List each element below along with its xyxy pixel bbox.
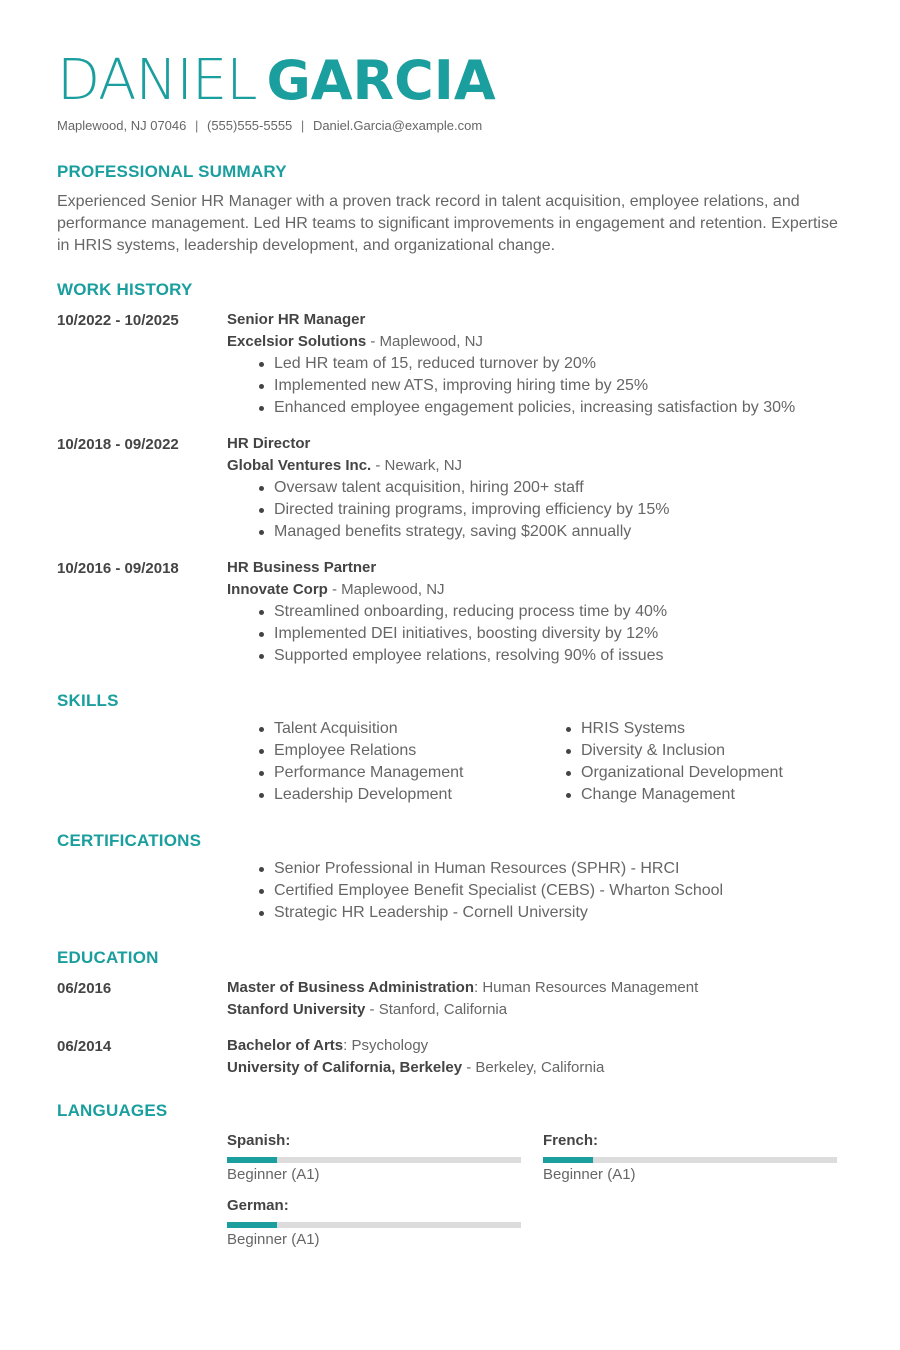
education-school bbox=[227, 1057, 857, 1079]
job-title: Senior HR Manager bbox=[227, 311, 366, 328]
job-bullet: Managed benefits strategy, saving $200K annually bbox=[257, 521, 857, 543]
summary-text: Experienced Senior HR Manager with a proven track record in talent acquisition, employee relations, and performance management. Led HR teams to significant improvements in engagement and retention. Expertise in HRIS systems, leadership development, and organizational change. bbox=[57, 193, 838, 254]
skill-item: Performance Management bbox=[257, 762, 463, 784]
section-title-work-history: WORK HISTORY bbox=[57, 280, 193, 299]
skill-item: Employee Relations bbox=[257, 740, 463, 762]
last-name: GARCIA bbox=[266, 49, 496, 112]
company-name: Global Ventures Inc. bbox=[227, 457, 372, 474]
job-title: HR Business Partner bbox=[227, 559, 377, 576]
skill-item: Diversity & Inclusion bbox=[564, 740, 783, 762]
contact-location: Maplewood, NJ 07046 bbox=[57, 118, 187, 133]
language-proficiency-fill bbox=[227, 1157, 277, 1163]
skill-item: Organizational Development bbox=[564, 762, 783, 784]
language-name: Spanish: bbox=[227, 1132, 291, 1149]
job-bullets bbox=[257, 353, 857, 419]
language-item bbox=[543, 1131, 837, 1186]
language-proficiency-fill bbox=[543, 1157, 593, 1163]
company-location: - Maplewood, NJ bbox=[327, 581, 445, 598]
job-dates: 10/2018 - 09/2022 bbox=[57, 436, 179, 453]
education-degree bbox=[227, 977, 857, 999]
education-degree bbox=[227, 1035, 857, 1057]
language-level: Beginner (A1) bbox=[227, 1166, 320, 1183]
job-bullet: Supported employee relations, resolving 90% of issues bbox=[257, 645, 857, 667]
school-location: - Stanford, California bbox=[365, 1001, 508, 1018]
job-bullet: Enhanced employee engagement policies, increasing satisfaction by 30% bbox=[257, 397, 857, 419]
section-title-skills: SKILLS bbox=[57, 691, 119, 710]
job-employer bbox=[227, 331, 857, 353]
degree-field: : Human Resources Management bbox=[474, 979, 699, 996]
education-school bbox=[227, 999, 857, 1021]
degree-name: Master of Business Administration bbox=[227, 979, 474, 996]
language-proficiency-bar bbox=[227, 1222, 521, 1228]
job-bullet: Directed training programs, improving efficiency by 15% bbox=[257, 499, 857, 521]
job-dates: 10/2016 - 09/2018 bbox=[57, 560, 179, 577]
job-employer bbox=[227, 455, 857, 477]
job-bullet: Implemented DEI initiatives, boosting diversity by 12% bbox=[257, 623, 857, 645]
degree-name: Bachelor of Arts bbox=[227, 1037, 344, 1054]
contact-separator: | bbox=[194, 118, 199, 133]
certification-item: Senior Professional in Human Resources (SPHR) - HRCI bbox=[257, 858, 723, 880]
section-title-languages: LANGUAGES bbox=[57, 1101, 168, 1120]
skill-item: Leadership Development bbox=[257, 784, 463, 806]
skill-item: Talent Acquisition bbox=[257, 718, 463, 740]
job-bullet: Streamlined onboarding, reducing process time by 40% bbox=[257, 601, 857, 623]
job-bullet: Oversaw talent acquisition, hiring 200+ staff bbox=[257, 477, 857, 499]
contact-line bbox=[57, 118, 482, 133]
language-item bbox=[227, 1131, 521, 1186]
certifications-list bbox=[257, 858, 723, 924]
contact-phone: (555)555-5555 bbox=[207, 118, 293, 133]
company-location: - Maplewood, NJ bbox=[366, 333, 483, 350]
education-date: 06/2016 bbox=[57, 980, 112, 997]
job-dates: 10/2022 - 10/2025 bbox=[57, 312, 179, 329]
section-title-education: EDUCATION bbox=[57, 948, 159, 967]
job-bullets bbox=[257, 477, 857, 543]
certification-item: Strategic HR Leadership - Cornell University bbox=[257, 902, 723, 924]
contact-email[interactable]: Daniel.Garcia@example.com bbox=[312, 118, 483, 133]
school-name: Stanford University bbox=[227, 1001, 366, 1018]
degree-field: : Psychology bbox=[343, 1037, 429, 1054]
company-name: Excelsior Solutions bbox=[227, 333, 367, 350]
language-proficiency-fill bbox=[227, 1222, 277, 1228]
job-bullet: Led HR team of 15, reduced turnover by 20% bbox=[257, 353, 857, 375]
language-proficiency-bar bbox=[227, 1157, 521, 1163]
job-title: HR Director bbox=[227, 435, 311, 452]
language-level: Beginner (A1) bbox=[227, 1231, 320, 1248]
contact-separator: | bbox=[300, 118, 305, 133]
language-proficiency-bar bbox=[543, 1157, 837, 1163]
language-name: German: bbox=[227, 1197, 289, 1214]
skill-item: Change Management bbox=[564, 784, 783, 806]
language-item bbox=[227, 1196, 521, 1251]
job-bullet: Implemented new ATS, improving hiring time by 25% bbox=[257, 375, 857, 397]
language-level: Beginner (A1) bbox=[543, 1166, 636, 1183]
certification-item: Certified Employee Benefit Specialist (CEBS) - Wharton School bbox=[257, 880, 723, 902]
job-bullets bbox=[257, 601, 857, 667]
first-name: DANIEL bbox=[57, 48, 257, 113]
school-name: University of California, Berkeley bbox=[227, 1059, 463, 1076]
education-date: 06/2014 bbox=[57, 1038, 112, 1055]
job-employer bbox=[227, 579, 857, 601]
language-name: French: bbox=[543, 1132, 599, 1149]
company-name: Innovate Corp bbox=[227, 581, 328, 598]
section-title-summary: PROFESSIONAL SUMMARY bbox=[57, 162, 287, 181]
skill-item: HRIS Systems bbox=[564, 718, 783, 740]
section-title-certifications: CERTIFICATIONS bbox=[57, 831, 202, 850]
company-location: - Newark, NJ bbox=[371, 457, 463, 474]
school-location: - Berkeley, California bbox=[462, 1059, 605, 1076]
candidate-name bbox=[57, 46, 496, 114]
